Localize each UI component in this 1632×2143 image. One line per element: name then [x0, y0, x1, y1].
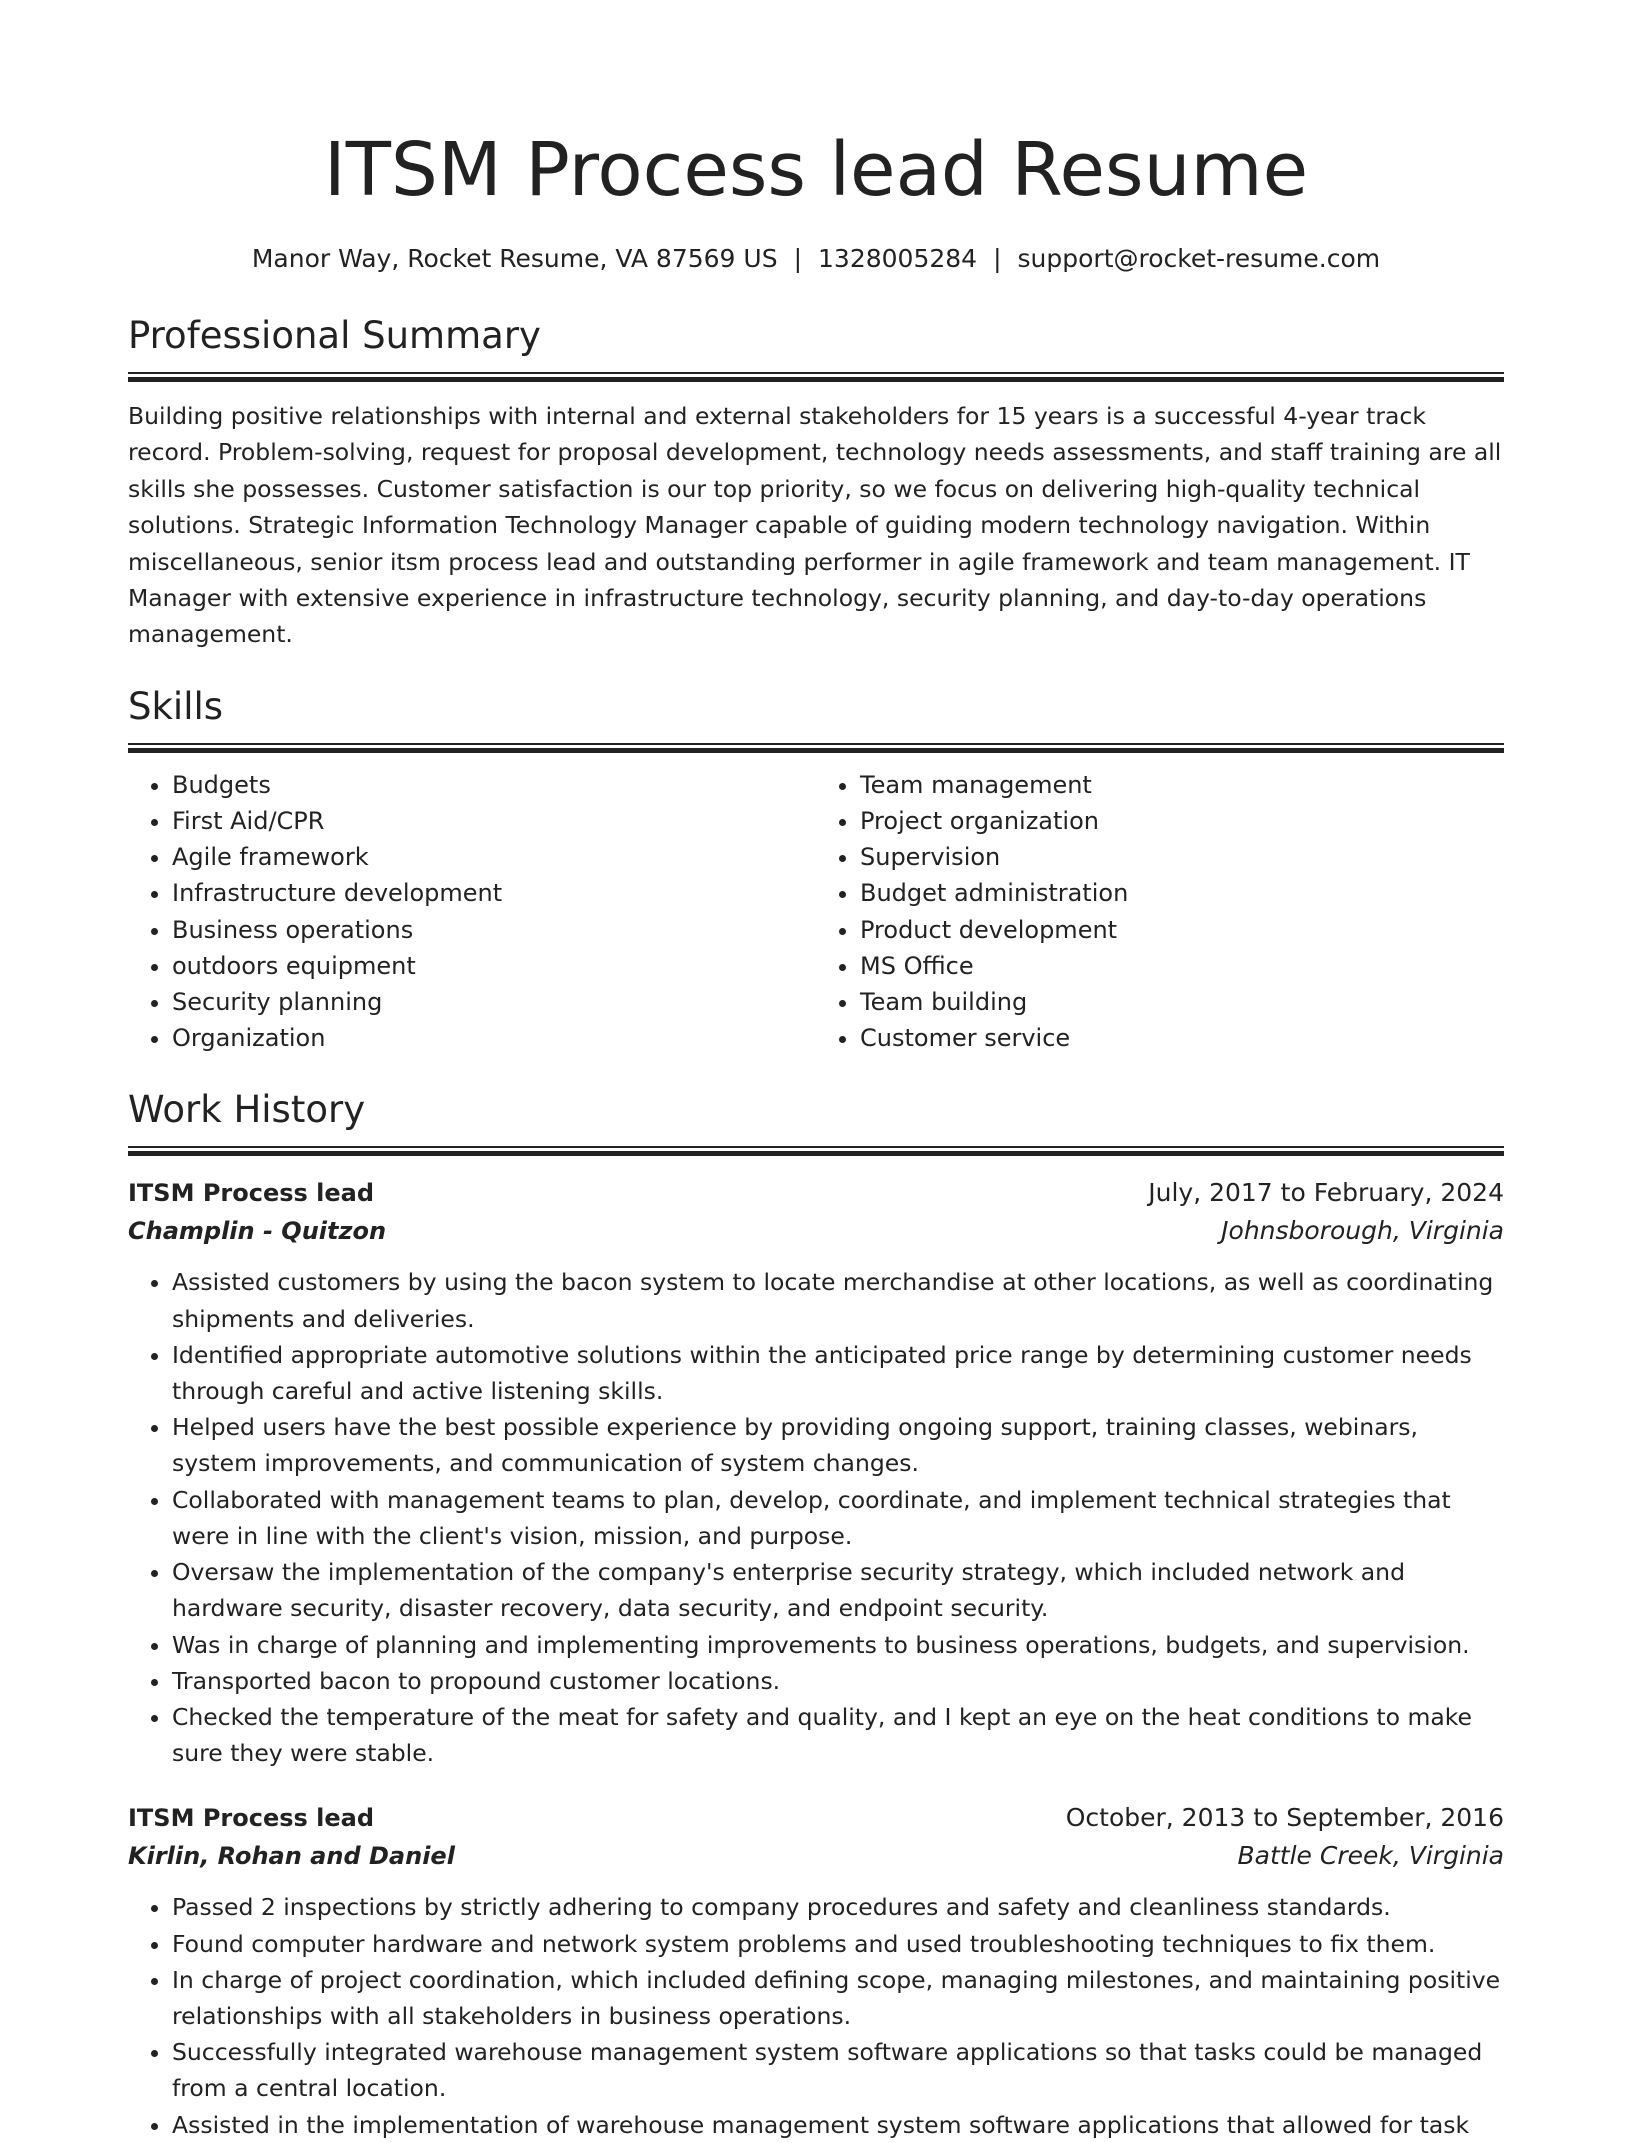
job-bullet: • Checked the temperature of the meat for safety and quality, and I kept an eye on the heat conditions to make sure they were stable.	[172, 1699, 1504, 1771]
work-history-section	[128, 1086, 1504, 2142]
job-company: Kirlin, Rohan and Daniel	[128, 1842, 455, 1871]
job-bullet: • In charge of project coordination, which included defining scope, managing milestones, and maintaining positive relationships with all stakeholders in business operations.	[172, 1962, 1504, 2034]
skill-item: • outdoors equipment	[172, 948, 816, 984]
contact-line	[128, 242, 1504, 276]
job-bullet: • Successfully integrated warehouse management system software applications so that tasks could be managed from a central location.	[172, 2034, 1504, 2106]
skills-column-left	[128, 767, 816, 1057]
contact-phone: 1328005284	[818, 244, 978, 273]
section-divider	[128, 1146, 1504, 1156]
job-bullet: • Transported bacon to propound customer locations.	[172, 1663, 1504, 1699]
skill-item: • First Aid/CPR	[172, 803, 816, 839]
job-title: ITSM Process lead	[128, 1179, 375, 1208]
skill-item: • Team building	[860, 984, 1504, 1020]
job-bullet: • Assisted in the implementation of warehouse management system software applications that allowed for task	[172, 2107, 1504, 2143]
job-dates: October, 2013 to September, 2016	[1065, 1803, 1504, 1833]
job-bullet: • Helped users have the best possible experience by providing ongoing support, training classes, webinars, system improvements, and communication of system changes.	[172, 1409, 1504, 1481]
skills-column-right	[816, 767, 1504, 1057]
job-company: Champlin - Quitzon	[128, 1217, 387, 1246]
professional-summary-section	[128, 312, 1504, 653]
job-company-row	[128, 1212, 1504, 1250]
skill-item: • Business operations	[172, 912, 816, 948]
job-bullets	[128, 1889, 1504, 2142]
job-location: Battle Creek, Virginia	[1237, 1841, 1504, 1871]
job-bullet: • Identified appropriate automotive solutions within the anticipated price range by determining customer needs through careful and active listening skills.	[172, 1337, 1504, 1409]
job-company-row	[128, 1837, 1504, 1875]
job-entry	[128, 1799, 1504, 2142]
section-divider	[128, 743, 1504, 753]
job-title: ITSM Process lead	[128, 1804, 375, 1833]
job-bullets	[128, 1264, 1504, 1771]
resume-title: ITSM Process lead Resume	[323, 127, 1309, 213]
skill-item: • Product development	[860, 912, 1504, 948]
section-title-summary: Professional Summary	[128, 314, 541, 357]
job-bullet: • Collaborated with management teams to plan, develop, coordinate, and implement technical strategies that were in line with the client's vision, mission, and purpose.	[172, 1482, 1504, 1554]
job-bullet: • Was in charge of planning and implementing improvements to business operations, budgets, and supervision.	[172, 1627, 1504, 1663]
job-header-row	[128, 1174, 1504, 1212]
contact-address: Manor Way, Rocket Resume, VA 87569 US	[251, 244, 778, 273]
section-divider	[128, 372, 1504, 382]
skills-section	[128, 683, 1504, 1057]
skill-item: • Customer service	[860, 1020, 1504, 1056]
skill-item: • Project organization	[860, 803, 1504, 839]
skill-item: • Infrastructure development	[172, 875, 816, 911]
job-header-row	[128, 1799, 1504, 1837]
skill-item: • Security planning	[172, 984, 816, 1020]
job-location: Johnsborough, Virginia	[1221, 1216, 1504, 1246]
skill-item: • Budget administration	[860, 875, 1504, 911]
skills-grid	[128, 767, 1504, 1057]
job-entry	[128, 1174, 1504, 1771]
job-bullet: • Assisted customers by using the bacon system to locate merchandise at other locations, as well as coordinating shipments and deliveries.	[172, 1264, 1504, 1336]
section-title-work-history: Work History	[128, 1088, 366, 1132]
summary-text: Building positive relationships with internal and external stakeholders for 15 years is a successful 4-year track record. Problem-solving, request for proposal development, technology needs assessments, and staff training are all skills she possesses. Customer satisfaction is our top priority, so we focus on delivering high-quality technical solutions. Strategic Information Technology Manager capable of guiding modern technology navigation. Within miscellaneous, senior itsm process lead and outstanding performer in agile framework and team management. IT Manager with extensive experience in infrastructure technology, security planning, and day-to-day operations management.	[128, 402, 1502, 649]
job-bullet: • Found computer hardware and network system problems and used troubleshooting techniques to fix them.	[172, 1926, 1504, 1962]
skill-item: • Supervision	[860, 839, 1504, 875]
section-title-skills: Skills	[128, 684, 224, 728]
skill-item: • Team management	[860, 767, 1504, 803]
contact-email: support@rocket-resume.com	[1017, 244, 1381, 273]
job-dates: July, 2017 to February, 2024	[1148, 1178, 1504, 1208]
contact-separator: |	[793, 244, 803, 273]
skill-item: • Organization	[172, 1020, 816, 1056]
skill-item: • Budgets	[172, 767, 816, 803]
skill-item: • MS Office	[860, 948, 1504, 984]
contact-separator: |	[993, 244, 1002, 273]
skill-item: • Agile framework	[172, 839, 816, 875]
job-bullet: • Passed 2 inspections by strictly adhering to company procedures and safety and cleanliness standards.	[172, 1889, 1504, 1925]
job-bullet: • Oversaw the implementation of the company's enterprise security strategy, which included network and hardware security, disaster recovery, data security, and endpoint security.	[172, 1554, 1504, 1626]
